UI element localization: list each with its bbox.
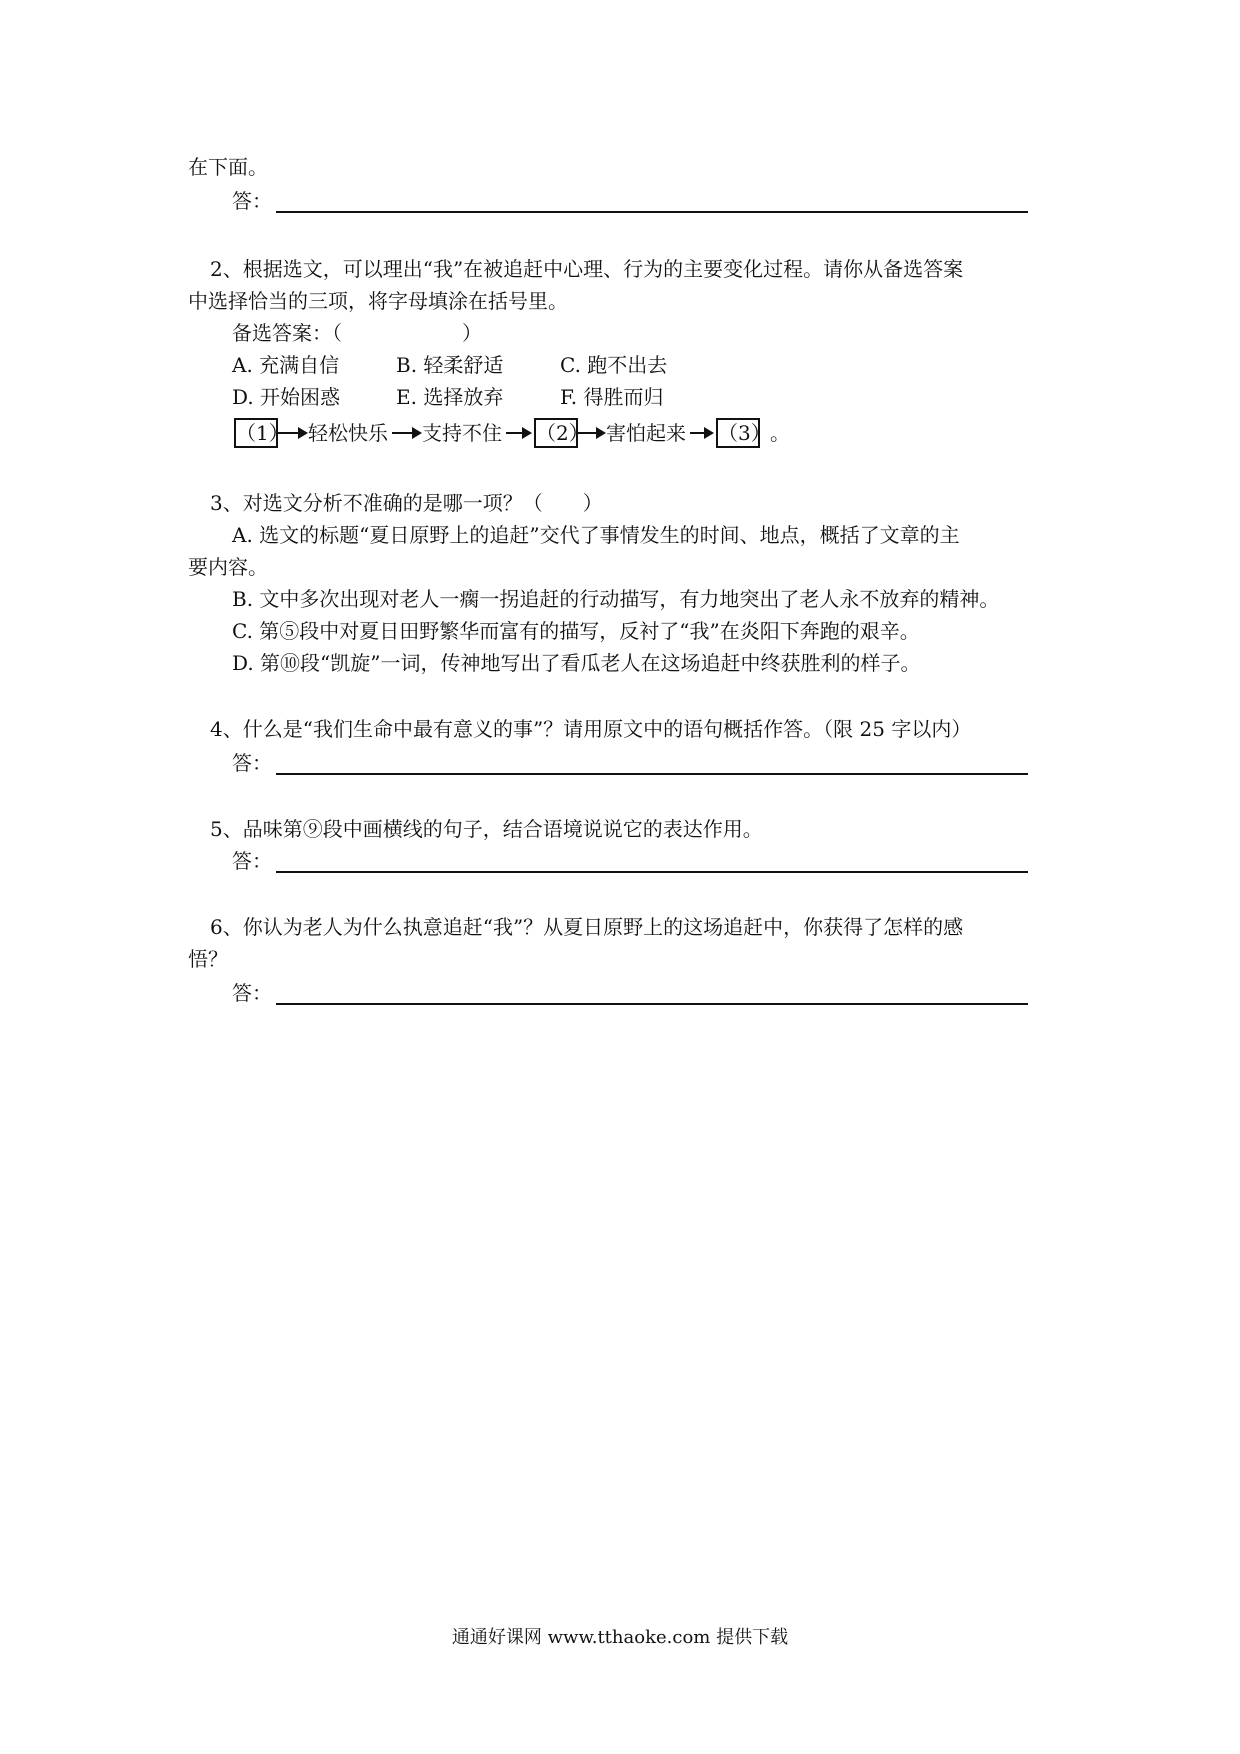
q2-option-d: D. 开始困惑 — [232, 385, 341, 409]
q3-option-d: D. 第⑩段“凯旋”一词，传神地写出了看瓜老人在这场追赶中终获胜利的样子。 — [232, 651, 921, 675]
q3-option-c: C. 第⑤段中对夏日田野繁华而富有的描写，反衬了“我”在炎阳下奔跑的艰辛。 — [232, 619, 920, 643]
page-footer: 通通好课网 www.tthaoke.com 提供下载 — [451, 1627, 789, 1648]
flow-arrow-3 — [506, 432, 530, 434]
q2-stem-line1: 2、根据选文，可以理出“我”在被追赶中心理、行为的主要变化过程。请你从备选答案 — [210, 257, 964, 281]
flow-arrow-1 — [278, 432, 306, 434]
flow-step-2: 支持不住 — [422, 421, 502, 445]
q2-option-f: F. 得胜而归 — [560, 385, 664, 409]
q2-flow-diagram — [234, 418, 794, 448]
flow-box-3: （3） — [716, 418, 760, 448]
q4-stem: 4、什么是“我们生命中最有意义的事”？请用原文中的语句概括作答。（限 25 字以内） — [210, 717, 972, 741]
flow-end-mark: 。 — [770, 421, 790, 445]
q2-stem-line2: 中选择恰当的三项，将字母填涂在括号里。 — [188, 289, 568, 313]
answer-label-6: 答： — [232, 981, 272, 1005]
answer-label-4: 答： — [232, 751, 272, 775]
flow-box-1: （1） — [234, 418, 278, 448]
q2-option-e: E. 选择放弃 — [396, 385, 504, 409]
q3-option-b: B. 文中多次出现对老人一瘸一拐追赶的行动描写，有力地突出了老人永不放弃的精神。 — [232, 587, 1000, 611]
q3-stem: 3、对选文分析不准确的是哪一项？（ ） — [210, 491, 603, 515]
q6-stem-line2: 悟？ — [188, 947, 228, 971]
answer-label-5: 答： — [232, 849, 272, 873]
answer-line-4 — [276, 773, 1028, 775]
flow-arrow-2 — [392, 432, 420, 434]
q2-option-c: C. 跑不出去 — [560, 353, 668, 377]
flow-step-3: 害怕起来 — [606, 421, 686, 445]
flow-arrow-4 — [578, 432, 604, 434]
q6-stem-line1: 6、你认为老人为什么执意追赶“我”？从夏日原野上的这场追赶中，你获得了怎样的感 — [210, 915, 964, 939]
q2-backup-label: 备选答案：（ ） — [232, 321, 482, 345]
flow-box-2: （2） — [534, 418, 578, 448]
q5-stem: 5、品味第⑨段中画横线的句子，结合语境说说它的表达作用。 — [210, 817, 763, 841]
flow-step-1: 轻松快乐 — [308, 421, 388, 445]
q3-option-a-line1: A. 选文的标题“夏日原野上的追赶”交代了事情发生的时间、地点，概括了文章的主 — [232, 523, 960, 547]
answer-label-1: 答： — [232, 189, 272, 213]
q3-option-a-line2: 要内容。 — [188, 555, 268, 579]
q2-option-a: A. 充满自信 — [232, 353, 340, 377]
flow-arrow-5 — [690, 432, 712, 434]
answer-line-1 — [276, 211, 1028, 213]
answer-line-5 — [276, 871, 1028, 873]
answer-line-6 — [276, 1003, 1028, 1005]
intro-continued-text: 在下面。 — [188, 155, 268, 179]
q2-option-b: B. 轻柔舒适 — [396, 353, 504, 377]
